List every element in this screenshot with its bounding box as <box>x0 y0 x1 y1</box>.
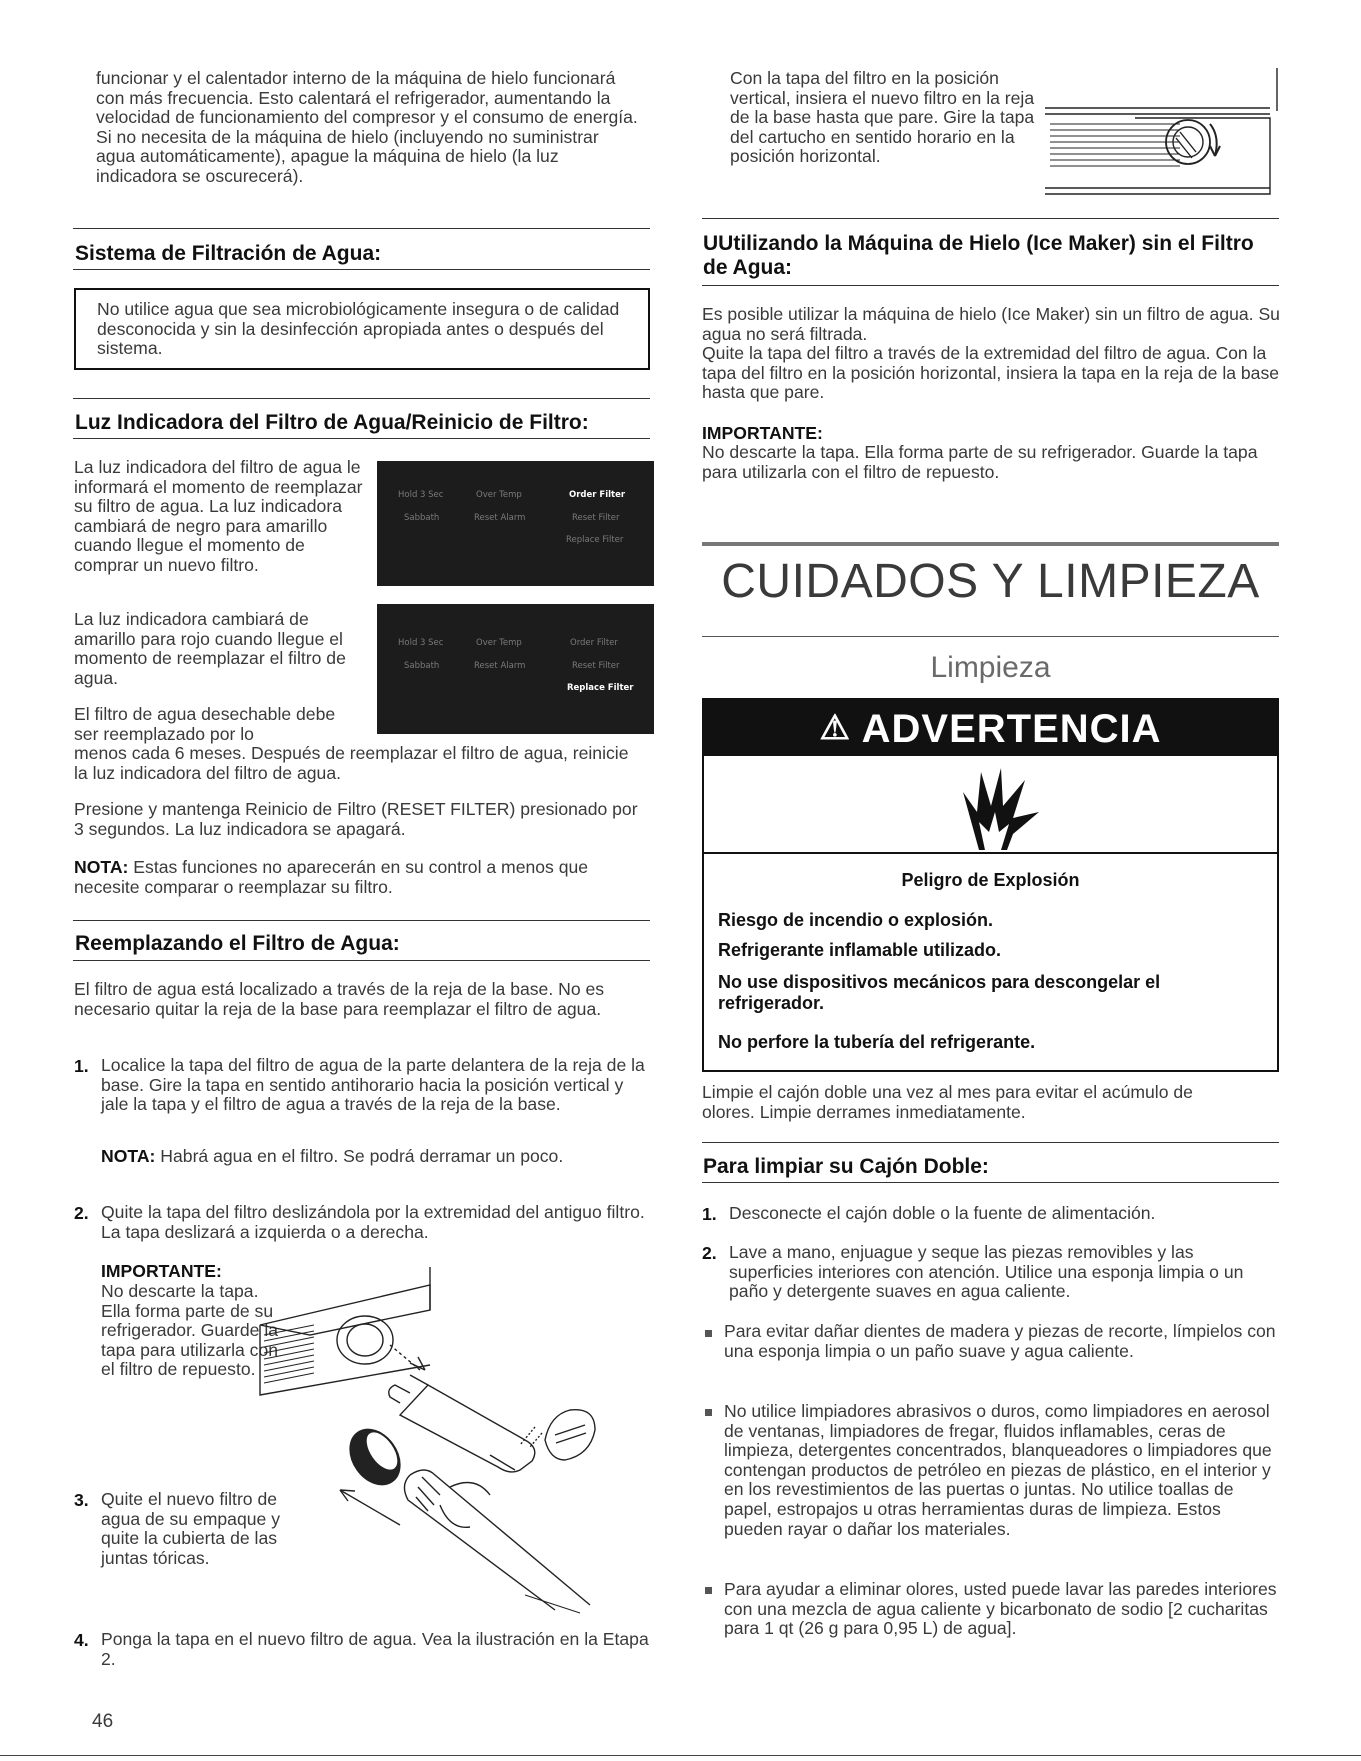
warning-line-2: Refrigerante inflamable utilizado. <box>718 940 1002 960</box>
warning-triangle-icon: ⚠ <box>819 709 851 747</box>
bullet-marker <box>705 1587 712 1594</box>
step-1-number: 1. <box>74 1056 89 1076</box>
drawer-bullet-1: Para evitar dañar dientes de madera y piezas de recorte, límpielos con una esponja limpia o un paño suave y agua caliente. <box>724 1321 1276 1361</box>
panel-label-order-filter: Order Filter <box>570 638 618 648</box>
step-1-text: Localice la tapa del filtro de agua de la parte delantera de la reja de la base. Gire la tapa en sentido antihorario hacia la posición vertical y jale la tapa y el filtro de agua a través de la reja de la base. <box>101 1055 645 1115</box>
panel-label-replace-filter: Replace Filter <box>566 535 624 545</box>
step-3-number: 3. <box>74 1490 89 1510</box>
indicator-paragraph-4: Presione y mantenga Reinicio de Filtro (RESET FILTER) presionado por 3 segundos. La luz indicadora se apagará. <box>74 799 638 839</box>
page-number: 46 <box>92 1711 114 1732</box>
icemaker-paragraph-1: Es posible utilizar la máquina de hielo (Ice Maker) sin un filtro de agua. Su agua no será filtrada. <box>702 304 1280 344</box>
panel-label-sabbath: Sabbath <box>404 661 440 671</box>
section-title: CUIDADOS Y LIMPIEZA <box>721 555 1260 608</box>
divider <box>73 269 650 270</box>
indicator-paragraph-3a: El filtro de agua desechable debe ser reemplazado por lo <box>74 704 336 744</box>
icemaker-heading: UUtilizando la Máquina de Hielo (Ice Maker) sin el Filtro de Agua: <box>703 232 1254 279</box>
replace-filter-intro: El filtro de agua está localizado a través de la reja de la base. No es necesario quitar la reja de la base para reemplazar el filtro de agua. <box>74 979 605 1019</box>
panel-label-reset-alarm: Reset Alarm <box>474 513 526 523</box>
step-2-importante-text: No descarte la tapa. Ella forma parte de su refrigerador. Guarde la tapa para utilizarla con el filtro de repuesto. <box>101 1281 279 1380</box>
warning-subtitle: Peligro de Explosión <box>901 870 1080 890</box>
icemaker-importante-text: No descarte la tapa. Ella forma parte de su refrigerador. Guarde la tapa para utilizarla con el filtro de repuesto. <box>702 442 1258 482</box>
warning-line-4: No perfore la tubería del refrigerante. <box>718 1032 1036 1052</box>
subsection-title: Limpieza <box>930 651 1051 684</box>
divider <box>702 1142 1279 1143</box>
control-panel-replace-filter <box>377 604 654 734</box>
drawer-step-2-text: Lave a mano, enjuague y seque las piezas removibles y las superficies interiores con atención. Utilice una esponja limpia o un paño y detergente suaves en agua caliente. <box>729 1242 1244 1302</box>
indicator-paragraph-2: La luz indicadora cambiará de amarillo para rojo cuando llegue el momento de reemplazar el filtro de agua. <box>74 609 346 688</box>
divider <box>702 1182 1279 1183</box>
bullet-marker <box>705 1409 712 1416</box>
divider <box>73 438 650 439</box>
drawer-step-1-number: 1. <box>702 1204 717 1224</box>
panel-label-sabbath: Sabbath <box>404 513 440 523</box>
indicator-paragraph-1: La luz indicadora del filtro de agua le informará el momento de reemplazar su filtro de agua. La luz indicadora cambiará de negro para amarillo cuando llegue el momento de comprar un nuevo filtro. <box>74 457 363 575</box>
bullet-marker <box>705 1330 712 1337</box>
drawer-step-1-text: Desconecte el cajón doble o la fuente de alimentación. <box>729 1203 1156 1223</box>
filtration-heading: Sistema de Filtración de Agua: <box>75 242 382 265</box>
divider <box>73 960 650 961</box>
drawer-step-2-number: 2. <box>702 1243 717 1263</box>
icemaker-importante-label: IMPORTANTE: <box>702 423 823 443</box>
divider <box>73 398 650 399</box>
warning-box <box>702 698 1279 1072</box>
divider <box>73 920 650 921</box>
filter-cover-illustration <box>330 1415 630 1615</box>
nota-1-text: Estas funciones no aparecerán en su control a menos que necesite comparar o reemplazar su filtro. <box>74 857 589 897</box>
nota-1 <box>74 858 654 897</box>
step-3-text: Quite el nuevo filtro de agua de su empaque y quite la cubierta de las juntas tóricas. <box>101 1489 281 1568</box>
cleaning-intro: Limpie el cajón doble una vez al mes para evitar el acúmulo de olores. Limpie derrames inmediatamente. <box>702 1082 1193 1122</box>
panel-label-replace-filter: Replace Filter <box>567 683 634 693</box>
nota-1-label: NOTA: <box>74 857 129 877</box>
panel-label-order-filter: Order Filter <box>569 490 626 500</box>
step-2-number: 2. <box>74 1203 89 1223</box>
panel-label-over-temp: Over Temp <box>476 638 522 648</box>
nota-2 <box>101 1147 661 1167</box>
warning-banner <box>704 700 1277 756</box>
drawer-cleaning-heading: Para limpiar su Cajón Doble: <box>703 1155 989 1178</box>
control-panel-order-filter <box>377 461 654 586</box>
drawer-bullet-3: Para ayudar a eliminar olores, usted puede lavar las paredes interiores con una mezcla de agua caliente y bicarbonato de sodio [2 cucharitas para 1 qt (26 g para 0,95 L) de agua]. <box>724 1579 1277 1639</box>
panel-label-hold: Hold 3 Sec <box>398 490 444 500</box>
indicator-paragraph-3b: menos cada 6 meses. Después de reemplazar el filtro de agua, reinicie la luz indicadora del filtro de agua. <box>74 743 629 783</box>
cap-insert-illustration <box>1040 66 1290 206</box>
drawer-bullet-2: No utilice limpiadores abrasivos o duros, como limpiadores en aerosol de ventanas, limpiadores de fregar, fluidos inflamables, ceras de limpieza, detergentes concentrados, blanqueadores o limpiadores que contengan productos de petróleo en piezas de plástico, en el interior y en los revestimientos de las puertas o juntas. No utilice toallas de papel, estropajos u otras herramientas duras de limpieza. Estos pueden rayar o dañar los materiales. <box>724 1401 1272 1539</box>
bottom-rule <box>0 1755 1361 1756</box>
intro-paragraph: funcionar y el calentador interno de la máquina de hielo funcionará con más frecuencia. Esto calentará el refrigerador, aumentando la velocidad de funcionamiento del compresor y el consumo de energía. Si no necesita de la máquina de hielo (incluyendo no suministrar agua automáticamente), apague la máquina de hielo (la luz indicadora se oscurecerá). <box>96 68 638 186</box>
panel-label-reset-filter: Reset Filter <box>572 661 620 671</box>
panel-label-reset-alarm: Reset Alarm <box>474 661 526 671</box>
step-2-importante-label: IMPORTANTE: <box>101 1261 222 1281</box>
divider <box>702 218 1279 219</box>
warning-divider <box>704 852 1277 854</box>
icemaker-paragraph-2: Quite la tapa del filtro a través de la extremidad del filtro de agua. Con la tapa del filtro en la posición horizontal, insiera la tapa en la reja de la base hasta que pare. <box>702 343 1280 403</box>
panel-label-over-temp: Over Temp <box>476 490 522 500</box>
panel-label-hold: Hold 3 Sec <box>398 638 444 648</box>
step-4-text: Ponga la tapa en el nuevo filtro de agua. Vea la ilustración en la Etapa 2. <box>101 1629 649 1669</box>
nota-2-label: NOTA: <box>101 1146 156 1166</box>
step-2-text: Quite la tapa del filtro deslizándola por la extremidad del antiguo filtro. La tapa deslizará a izquierda o a derecha. <box>101 1202 645 1242</box>
nota-2-text: Habrá agua en el filtro. Se podrá derramar un poco. <box>155 1146 564 1166</box>
divider <box>73 228 650 229</box>
replace-filter-heading: Reemplazando el Filtro de Agua: <box>75 932 400 955</box>
step-4-number: 4. <box>74 1630 89 1650</box>
warning-title: ADVERTENCIA <box>861 707 1162 751</box>
panel-label-reset-filter: Reset Filter <box>572 513 620 523</box>
divider <box>702 285 1279 286</box>
indicator-heading: Luz Indicadora del Filtro de Agua/Reinicio de Filtro: <box>75 411 589 434</box>
cap-insert-text: Con la tapa del filtro en la posición vertical, insiera el nuevo filtro en la reja de la base hasta que pare. Gire la tapa del cartucho en sentido horario en la posición horizontal. <box>730 68 1035 167</box>
filtration-notice-text: No utilice agua que sea microbiológicamente insegura o de calidad desconocida y sin la desinfección apropiada antes o después del sistema. <box>97 299 620 359</box>
warning-line-1: Riesgo de incendio o explosión. <box>718 910 994 930</box>
filtration-notice-box <box>74 288 650 370</box>
explosion-icon <box>939 762 1049 852</box>
section-rule-thick <box>702 542 1279 546</box>
warning-line-3: No use dispositivos mecánicos para descongelar el refrigerador. <box>718 972 1161 1013</box>
divider <box>702 636 1279 637</box>
